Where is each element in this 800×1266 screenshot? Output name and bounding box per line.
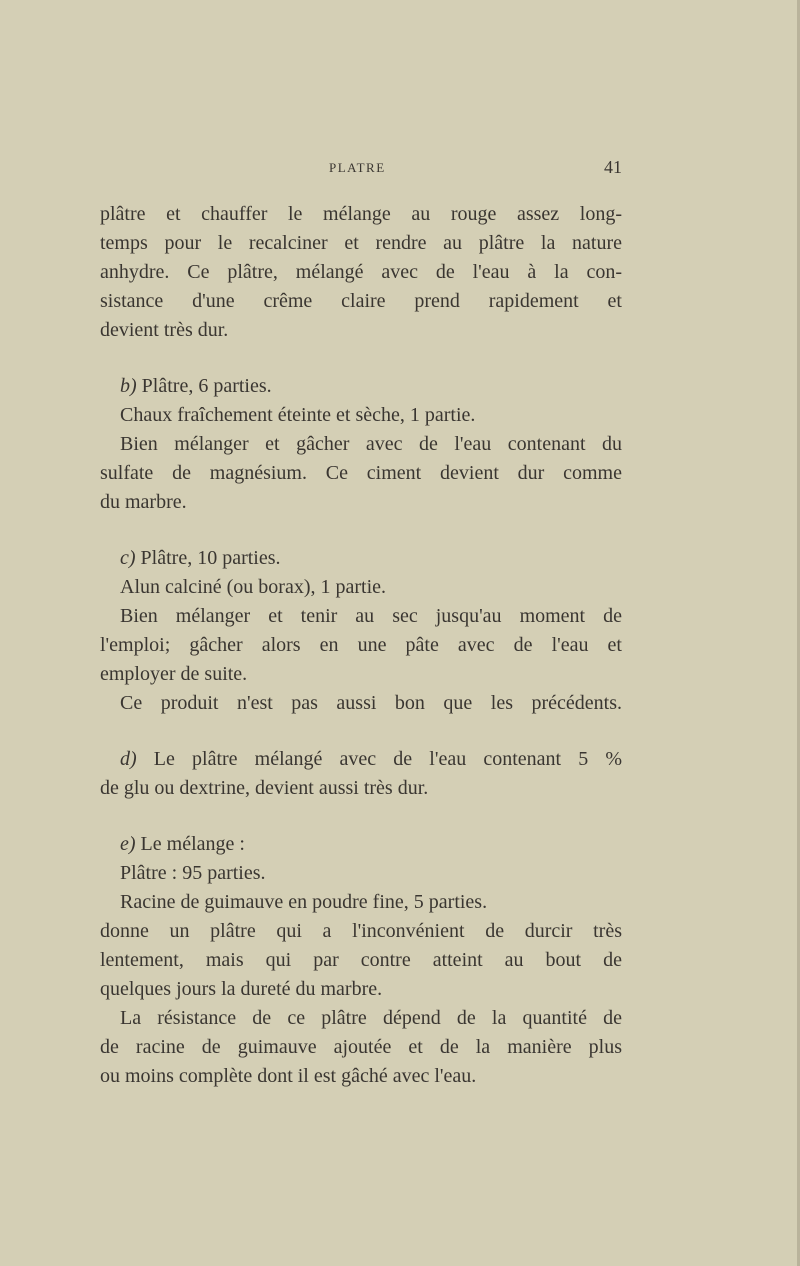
text-line-content: Plâtre, 6 parties. xyxy=(136,375,272,397)
recipe-e xyxy=(100,830,622,1091)
item-label-c: c) xyxy=(120,547,136,569)
text-line: Chaux fraîchement éteinte et sèche, 1 partie. xyxy=(120,404,476,426)
recipe-b xyxy=(100,372,622,517)
item-label-e: e) xyxy=(120,833,136,855)
text-line xyxy=(100,830,622,859)
text-line xyxy=(100,544,622,573)
text-line xyxy=(100,372,622,401)
text-line-content: Le mélange : xyxy=(135,833,245,855)
text-line: Bien mélanger et tenir au sec jusqu'au moment de xyxy=(120,605,622,627)
body-text xyxy=(100,200,622,1091)
text-line: devient très dur. xyxy=(100,319,229,341)
text-line: plâtre et chauffer le mélange au rouge assez long- xyxy=(100,203,622,225)
item-label-d: d) xyxy=(120,748,137,770)
text-line: Plâtre : 95 parties. xyxy=(120,862,266,884)
text-line: quelques jours la dureté du marbre. xyxy=(100,978,383,1000)
text-line: temps pour le recalciner et rendre au plâtre la nature xyxy=(100,232,622,254)
text-line: de glu ou dextrine, devient aussi très dur. xyxy=(100,777,429,799)
text-line: Alun calciné (ou borax), 1 partie. xyxy=(120,576,387,598)
page-number: 41 xyxy=(604,157,622,177)
text-line: du marbre. xyxy=(100,491,187,513)
running-title: PLATRE xyxy=(329,160,386,175)
text-line xyxy=(100,745,622,774)
text-line: donne un plâtre qui a l'inconvénient de durcir très xyxy=(100,920,622,942)
text-line: lentement, mais qui par contre atteint au bout de xyxy=(100,949,622,971)
text-line-content: Le plâtre mélangé avec de l'eau contenant 5 % xyxy=(136,748,622,770)
text-line: La résistance de ce plâtre dépend de la quantité de xyxy=(120,1007,622,1029)
text-line: l'emploi; gâcher alors en une pâte avec de l'eau et xyxy=(100,634,622,656)
recipe-c xyxy=(100,544,622,718)
text-line: sulfate de magnésium. Ce ciment devient dur comme xyxy=(100,462,622,484)
page-header xyxy=(100,157,622,182)
recipe-d xyxy=(100,745,622,803)
item-label-b: b) xyxy=(120,375,137,397)
text-line: anhydre. Ce plâtre, mélangé avec de l'eau à la con- xyxy=(100,261,622,283)
text-line: Ce produit n'est pas aussi bon que les précédents. xyxy=(120,692,622,714)
text-line: de racine de guimauve ajoutée et de la manière plus xyxy=(100,1036,622,1058)
paragraph-intro xyxy=(100,200,622,345)
text-line: ou moins complète dont il est gâché avec l'eau. xyxy=(100,1065,477,1087)
text-line: Racine de guimauve en poudre fine, 5 parties. xyxy=(120,891,488,913)
text-line: employer de suite. xyxy=(100,663,248,685)
text-line-content: Plâtre, 10 parties. xyxy=(135,547,281,569)
text-line: Bien mélanger et gâcher avec de l'eau contenant du xyxy=(120,433,622,455)
text-line: sistance d'une crême claire prend rapidement et xyxy=(100,290,622,312)
